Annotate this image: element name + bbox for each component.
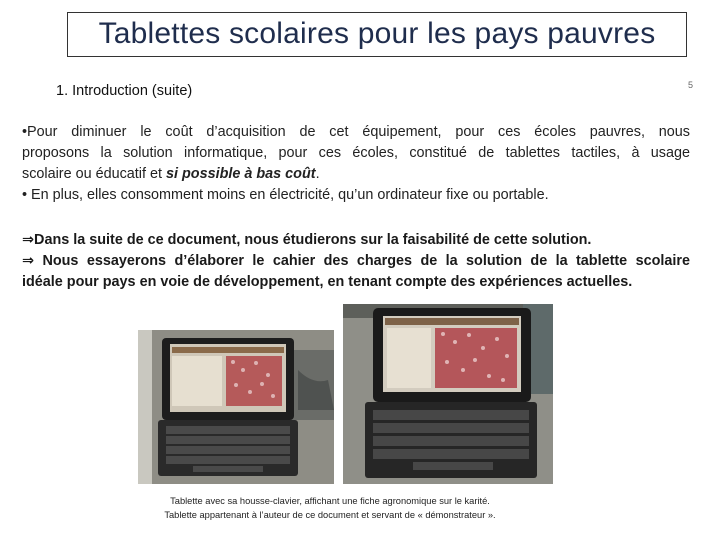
paragraph-line: proposons la solution informatique, pour ces écoles, constitué de tablettes tactiles, à usage [22,145,690,161]
paragraph-intro [22,122,690,206]
photo-caption-line-2: Tablette appartenant à l’auteur de ce document et servant de « démonstrateur ». [164,510,496,520]
tablet-photo-2 [343,304,553,484]
text-run: . [315,166,320,182]
section-heading: 1. Introduction (suite) [56,83,193,99]
paragraph-line: ⇒Dans la suite de ce document, nous étudierons sur la faisabilité de cette solution. [22,232,592,248]
emphasis-text: si possible à bas coût [166,166,316,182]
text-run: scolaire ou éducatif et [22,166,166,182]
page-number: 5 [688,80,694,90]
tablet-illustration [343,304,553,484]
paragraph-line: idéale pour pays en voie de développement, en tenant compte des expériences actuelles. [22,274,633,290]
tablet-photo-1 [138,330,334,484]
paragraph-line: ⇒ Nous essayerons d’élaborer le cahier des charges de la solution de la tablette scolaire [22,253,690,269]
title-box [67,12,687,57]
paragraph-line: •Pour diminuer le coût d’acquisition de cet équipement, pour ces écoles pauvres, nous [22,124,690,140]
tablet-illustration [138,330,334,484]
paragraph-conclusion [22,230,690,293]
paragraph-line: • En plus, elles consomment moins en électricité, qu’un ordinateur fixe ou portable. [22,187,549,203]
paragraph-line [22,164,690,185]
page-title: Tablettes scolaires pour les pays pauvres [98,17,656,50]
photo-caption-line-1: Tablette avec sa housse-clavier, affichant une fiche agronomique sur le karité. [170,496,490,506]
